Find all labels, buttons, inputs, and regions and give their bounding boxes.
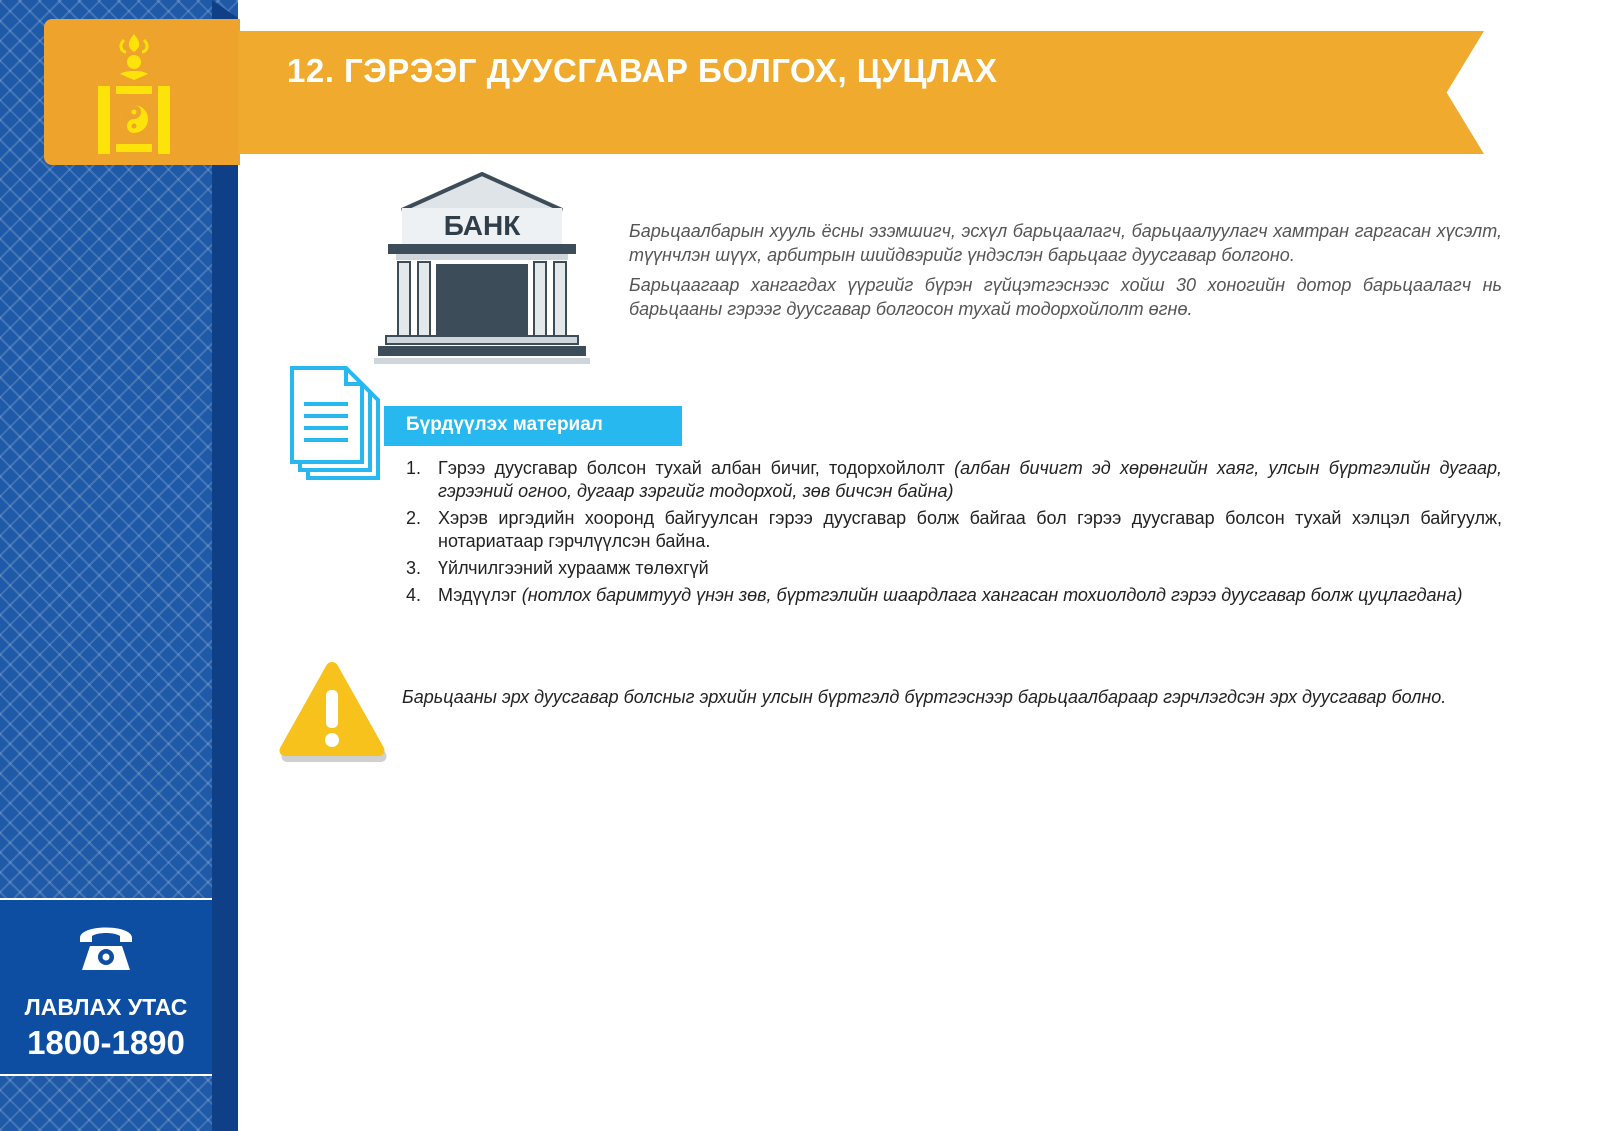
helpline-label: ЛАВЛАХ УТАС xyxy=(24,994,188,1020)
documents-icon xyxy=(288,366,384,482)
emblem-box xyxy=(44,19,240,165)
soyombo-emblem-icon xyxy=(96,32,172,156)
requirements-list xyxy=(406,457,1502,611)
intro-paragraph-2: Барьцаагаар хангагдах үүргийг бүрэн гүйцэтгэснээс хойш 30 хоногийн дотор барьцаалагч нь барьцааны гэрээг дуусгавар болгосон тухай тодорхойлолт өгнө. xyxy=(629,275,1502,319)
intro-text xyxy=(629,219,1502,327)
header-ribbon xyxy=(238,31,1484,154)
list-item xyxy=(406,507,1502,553)
list-item-number: 3. xyxy=(406,558,422,578)
list-item-number: 4. xyxy=(406,585,422,605)
helpline-number: 1800-1890 xyxy=(27,1024,185,1061)
telephone-icon xyxy=(76,916,136,974)
list-item-number: 1. xyxy=(406,458,422,478)
list-item xyxy=(406,457,1502,503)
list-item xyxy=(406,584,1502,607)
list-item-text: Үйлчилгээний хураамж төлөхгүй xyxy=(438,558,709,578)
list-item-number: 2. xyxy=(406,508,422,528)
helpline-box xyxy=(0,898,212,1076)
intro-paragraph-1: Барьцаалбарын хууль ёсны эзэмшигч, эсхүл барьцаалагч, барьцаалуулагч хамтран гаргасан хүсэлт, түүнчлэн шүүх, арбитрын шийдвэрийг үндэслэн барьцааг дуусгавар болгоно. xyxy=(629,221,1502,265)
list-item-text: Гэрээ дуусгавар болсон тухай албан бичиг, тодорхойлолт xyxy=(438,458,955,478)
warning-text: Барьцааны эрх дуусгавар болсныг эрхийн улсын бүртгэлд бүртгэснээр барьцаалбараар гэрчлэгдсэн эрх дуусгавар болно. xyxy=(402,687,1447,707)
bank-building-icon xyxy=(372,172,592,368)
warning-icon xyxy=(274,658,390,764)
page-title: 12. ГЭРЭЭГ ДУУСГАВАР БОЛГОХ, ЦУЦЛАХ xyxy=(287,52,998,89)
list-item-note: (албан бичигт эд хөрөнгийн хаяг, улсын бүртгэлийн дугаар, гэрээний огноо, дугаар зэргийг тодорхой, зөв бичсэн байна) xyxy=(438,458,1502,501)
list-item xyxy=(406,557,1502,580)
list-item-text: Мэдүүлэг xyxy=(438,585,522,605)
bank-label: БАНК xyxy=(443,210,521,241)
materials-heading: Бүрдүүлэх материал xyxy=(384,406,682,446)
list-item-note: (нотлох баримтууд үнэн зөв, бүртгэлийн шаардлага хангасан тохиолдолд гэрээ дуусгавар болж цуцлагдана) xyxy=(521,585,1463,605)
sidebar-edge xyxy=(212,0,238,1131)
list-item-text: Хэрэв иргэдийн хооронд байгуулсан гэрээ дуусгавар болж байгаа бол гэрээ дуусгавар болсон тухай хэлцэл байгуулж, нотариатаар гэрчлүүлсэн байна. xyxy=(438,508,1502,551)
